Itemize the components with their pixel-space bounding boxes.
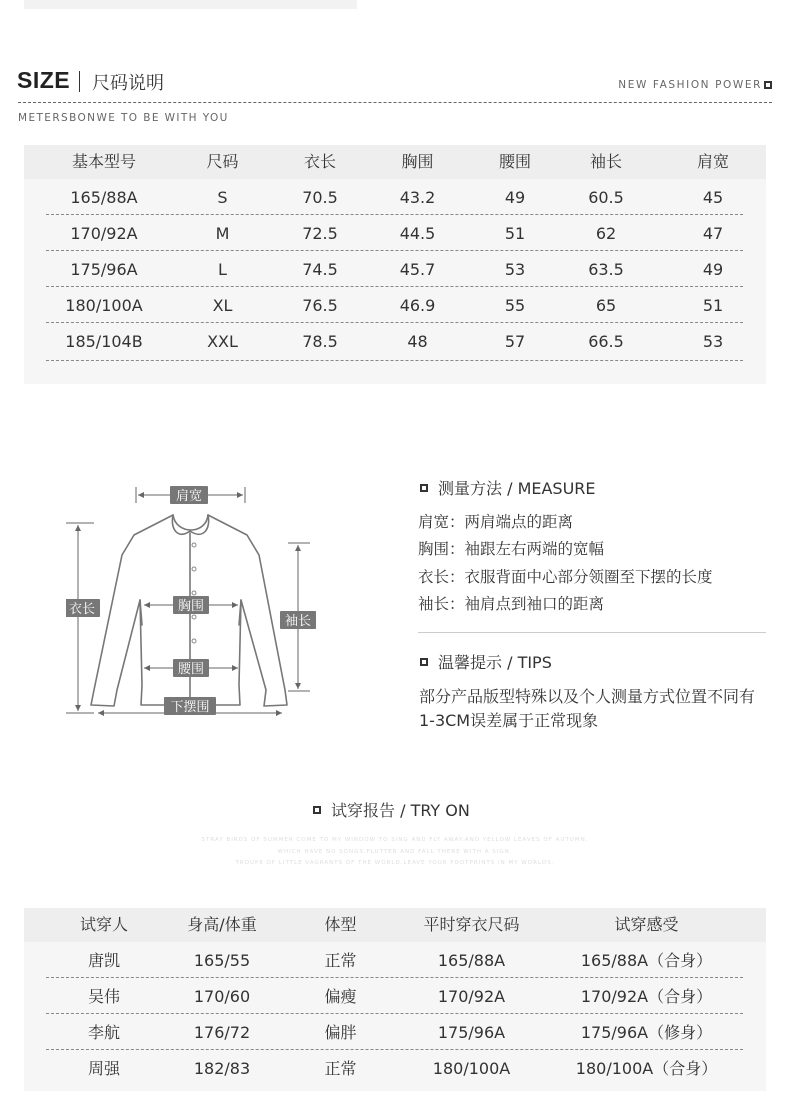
table-cell: 65 — [595, 296, 617, 315]
table-cell: M — [215, 224, 230, 243]
tryon-table — [24, 908, 766, 1091]
table-cell: 170/92A — [70, 224, 138, 243]
size-table-header-cell: 衣长 — [303, 152, 336, 171]
measure-heading — [420, 476, 596, 499]
hem-label: 下摆围 — [170, 700, 210, 715]
table-cell: 170/60 — [193, 987, 251, 1006]
size-table-header-cell: 腰围 — [498, 152, 531, 171]
table-cell: 72.5 — [302, 224, 338, 243]
square-bullet-icon — [420, 484, 428, 492]
measure-line: 肩宽：两肩端点的距离 — [418, 513, 574, 531]
table-cell: 70.5 — [302, 188, 338, 207]
table-row — [24, 1052, 766, 1088]
size-table-header — [24, 145, 766, 179]
table-cell: 周强 — [87, 1059, 120, 1078]
size-table — [24, 145, 766, 384]
tryon-header-cell: 试穿感受 — [614, 915, 679, 934]
decorative-text: WHICH HAVE NO SONGS,FLUTTER AND FALL THERE WITH A SIGN. — [277, 849, 513, 855]
tagline — [618, 79, 772, 91]
section-divider — [418, 632, 766, 633]
table-cell: 185/104B — [65, 332, 143, 351]
table-cell: 46.9 — [399, 296, 436, 315]
table-cell: 176/72 — [193, 1023, 251, 1042]
table-cell: 165/88A — [437, 951, 506, 970]
table-cell: 44.5 — [399, 224, 436, 243]
table-cell: 偏胖 — [324, 1023, 357, 1042]
table-cell: 175/96A — [70, 260, 138, 279]
table-cell: L — [218, 260, 227, 279]
table-cell: 唐凯 — [87, 951, 120, 970]
table-row — [24, 325, 766, 361]
table-cell: 48 — [407, 332, 428, 351]
measure-line: 衣长：衣服背面中心部分领圈至下摆的长度 — [418, 568, 713, 586]
table-cell: 吴伟 — [87, 987, 120, 1006]
table-row — [24, 944, 766, 980]
table-cell: 51 — [504, 224, 526, 243]
table-cell: 45 — [702, 188, 724, 207]
table-cell: 49 — [702, 260, 724, 279]
table-cell: 74.5 — [302, 260, 338, 279]
table-row — [24, 217, 766, 253]
tryon-header-cell: 身高/体重 — [187, 915, 257, 934]
row-divider — [46, 360, 743, 361]
table-row — [24, 980, 766, 1016]
size-table-header-cell: 基本型号 — [71, 152, 136, 171]
decorative-text: TROUPE OF LITTLE VAGRANTS OF THE WORLD,LEAVE YOUR FOOTPRINTS IN MY WORLDS. — [235, 860, 555, 866]
table-cell: 正常 — [324, 951, 357, 970]
row-divider — [46, 250, 743, 251]
size-table-header-cell: 肩宽 — [696, 152, 729, 171]
shoulder-label: 肩宽 — [175, 489, 203, 504]
table-cell: 165/88A — [70, 188, 138, 207]
row-divider — [46, 977, 743, 978]
tagline-text: NEW FASHION POWER — [618, 79, 762, 91]
table-cell: 175/96A — [437, 1023, 506, 1042]
shirt-measure-diagram — [66, 485, 320, 717]
section-title-cn: 尺码说明 — [92, 73, 164, 94]
size-table-header-cell: 胸围 — [401, 152, 434, 171]
chest-label: 胸围 — [177, 599, 205, 614]
table-cell: 62 — [595, 224, 617, 243]
table-cell: 李航 — [87, 1023, 120, 1042]
length-label: 衣长 — [68, 602, 96, 617]
table-cell: 49 — [504, 188, 526, 207]
table-cell: 180/100A（合身） — [575, 1059, 718, 1078]
tips-heading-text: 温馨提示 / TIPS — [438, 653, 552, 672]
table-cell: 45.7 — [399, 260, 436, 279]
row-divider — [46, 214, 743, 215]
decorative-text: STRAY BIRDS OF SUMMER COME TO MY WINDOW TO SING AND FLY AWAY.AND YELLOW LEAVES OF AUTUMN, — [201, 837, 589, 843]
table-cell: XL — [212, 296, 233, 315]
table-cell: 66.5 — [588, 332, 624, 351]
table-cell: 76.5 — [302, 296, 338, 315]
tryon-header-cell: 平时穿衣尺码 — [423, 915, 520, 934]
table-row — [24, 289, 766, 325]
tryon-heading-text: 试穿报告 / TRY ON — [331, 801, 470, 820]
top-strip — [24, 0, 357, 9]
table-cell: 57 — [504, 332, 526, 351]
row-divider — [46, 1013, 743, 1014]
table-cell: 63.5 — [588, 260, 624, 279]
sleeve-label: 袖长 — [284, 614, 312, 629]
table-cell: 60.5 — [588, 188, 624, 207]
square-bullet-icon — [420, 658, 428, 666]
table-cell: 180/100A — [65, 296, 143, 315]
tryon-table-header — [24, 908, 766, 942]
square-bullet-icon — [313, 806, 321, 814]
measure-line: 袖长：袖肩点到袖口的距离 — [418, 595, 605, 613]
table-cell: 182/83 — [193, 1059, 251, 1078]
tryon-header-cell: 试穿人 — [79, 915, 128, 934]
square-bullet-icon — [764, 81, 772, 89]
table-cell: 165/55 — [193, 951, 251, 970]
row-divider — [46, 286, 743, 287]
tryon-header-cell: 体型 — [324, 915, 357, 934]
table-cell: 53 — [504, 260, 526, 279]
table-cell: 53 — [702, 332, 724, 351]
table-row — [24, 1016, 766, 1052]
tips-heading — [420, 650, 552, 673]
tryon-heading — [313, 798, 470, 821]
measure-heading-text: 测量方法 / MEASURE — [438, 479, 596, 498]
size-table-header-cell: 袖长 — [589, 152, 622, 171]
measure-line: 胸围：袖跟左右两端的宽幅 — [418, 540, 605, 558]
size-table-header-cell: 尺码 — [206, 152, 239, 171]
table-cell: 正常 — [324, 1059, 357, 1078]
table-cell: 170/92A — [437, 987, 506, 1006]
table-cell: 47 — [702, 224, 724, 243]
table-cell: 51 — [702, 296, 724, 315]
table-cell: S — [217, 188, 228, 207]
table-cell: 170/92A（合身） — [580, 987, 713, 1006]
table-cell: 偏瘦 — [324, 987, 357, 1006]
table-cell: 175/96A（修身） — [580, 1023, 713, 1042]
row-divider — [46, 1049, 743, 1050]
header-dashed-line — [18, 102, 772, 103]
table-row — [24, 181, 766, 217]
table-cell: XXL — [207, 332, 238, 351]
table-cell: 165/88A（合身） — [580, 951, 713, 970]
section-title-en: SIZE — [17, 67, 71, 93]
tips-text: 部分产品版型特殊以及个人测量方式位置不同有1-3CM误差属于正常现象 — [419, 687, 756, 730]
row-divider — [46, 322, 743, 323]
table-cell: 43.2 — [399, 188, 436, 207]
waist-label: 腰围 — [177, 662, 205, 677]
brand-subtitle: METERSBONWE TO BE WITH YOU — [18, 112, 229, 124]
table-row — [24, 253, 766, 289]
table-cell: 78.5 — [302, 332, 338, 351]
table-cell: 55 — [504, 296, 526, 315]
title-divider — [79, 71, 80, 92]
table-cell: 180/100A — [432, 1059, 511, 1078]
